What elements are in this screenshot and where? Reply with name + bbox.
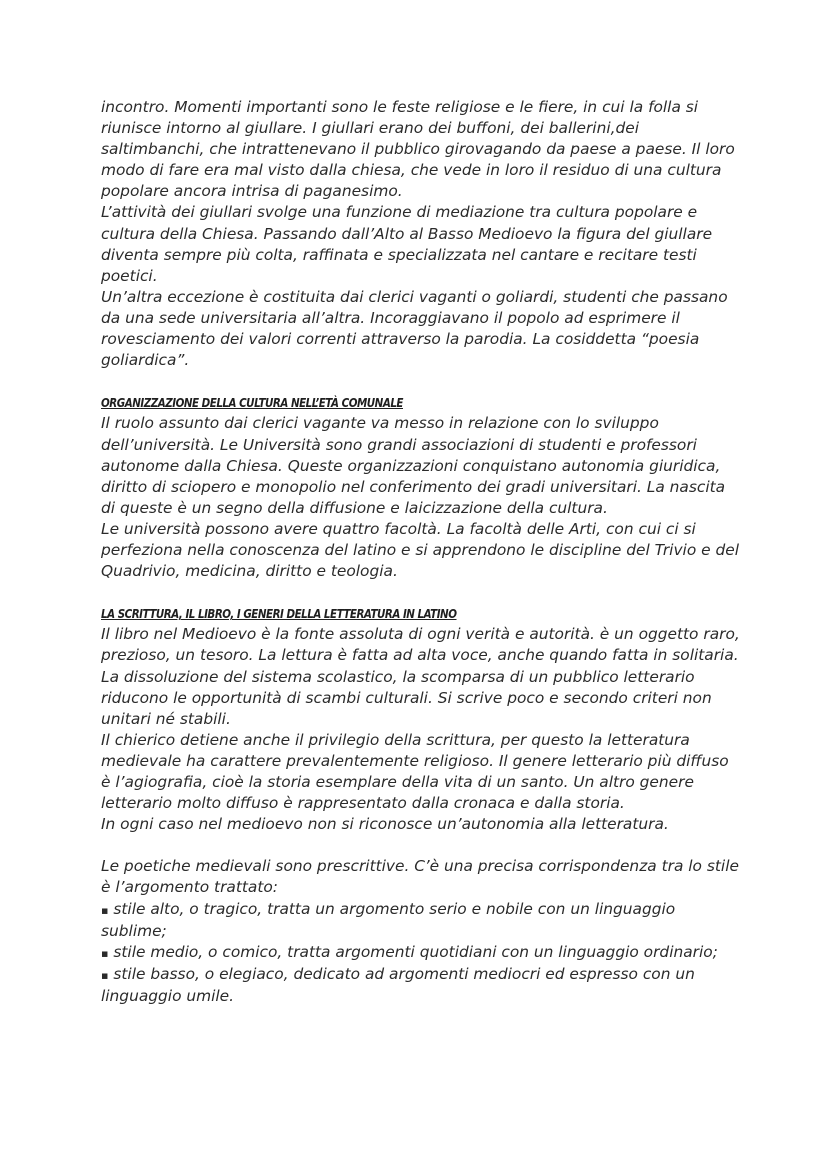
spacer (101, 835, 741, 856)
document-page (101, 97, 741, 1007)
style-list (101, 899, 741, 1007)
section-heading-scrittura: LA SCRITTURA, IL LIBRO, I GENERI DELLA LETTERATURA IN LATINO (101, 606, 457, 622)
bullet-icon: ▪ (101, 968, 109, 982)
bullet-icon: ▪ (101, 946, 109, 960)
intro-paragraph-1: incontro. Momenti importanti sono le feste religiose e le fiere, in cui la folla si riunisce intorno al giullare. I giullari erano dei buffoni, dei ballerini,dei saltimbanchi, che intrattenevano il pubblico girovagando da paese a paese. Il loro modo di fare era mal visto dalla chiesa, che vede in loro il residuo di una cultura popolare ancora intrisa di paganesimo. (101, 98, 735, 201)
intro-paragraph-3: Un’altra eccezione è costituita dai clerici vaganti o goliardi, studenti che passano da una sede universitaria all’altra. Incoraggiavano il popolo ad esprimere il rovesciamento dei valori correnti attraverso la parodia. La cosiddetta “poesia goliardica”. (101, 287, 728, 370)
section1-paragraph-2: Le università possono avere quattro facoltà. La facoltà delle Arti, con cui ci si perfeziona nella conoscenza del latino e si apprendono le discipline del Trivio e del Quadrivio, medicina, diritto e teologia. (101, 519, 740, 581)
section2-paragraph-4: Le poetiche medievali sono prescrittive. C’è una precisa corrispondenza tra lo stile è l’argomento trattato: (101, 857, 739, 897)
section2-paragraph-2: Il chierico detiene anche il privilegio della scrittura, per questo la letteratura medievale ha carattere prevalentemente religioso. Il genere letterario più diffuso è l’agiografia, cioè la storia esemplare della vita di un santo. Un altro genere letterario molto diffuso è rappresentato dalla cronaca e dalla storia. (101, 730, 729, 813)
list-item-text: stile alto, o tragico, tratta un argomento serio e nobile con un linguaggio sublime; (101, 899, 676, 940)
list-item (101, 899, 741, 942)
section2-paragraph-1: Il libro nel Medioevo è la fonte assoluta di ogni verità e autorità. è un oggetto raro, prezioso, un tesoro. La lettura è fatta ad alta voce, anche quando fatta in solitaria. La dissoluzione del sistema scolastico, la scomparsa di un pubblico letterario riducono le opportunità di scambi culturali. Si scrive poco e secondo criteri non unitari né stabili. (101, 625, 740, 728)
spacer (101, 371, 741, 392)
section-heading-organizzazione: ORGANIZZAZIONE DELLA CULTURA NELL’ETÀ COMUNALE (101, 395, 403, 411)
spacer (101, 582, 741, 603)
list-item (101, 942, 741, 964)
section2-paragraph-3: In ogni caso nel medioevo non si riconosce un’autonomia alla letteratura. (101, 815, 669, 834)
list-item (101, 964, 741, 1007)
list-item-text: stile medio, o comico, tratta argomenti quotidiani con un linguaggio ordinario; (113, 942, 718, 961)
section1-paragraph-1: Il ruolo assunto dai clerici vagante va messo in relazione con lo sviluppo dell’università. Le Università sono grandi associazioni di studenti e professori autonome dalla Chiesa. Queste organizzazioni conquistano autonomia giuridica, diritto di sciopero e monopolio nel conferimento dei gradi universitari. La nascita di queste è un segno della diffusione e laicizzazione della cultura. (101, 414, 726, 517)
intro-paragraph-2: L’attività dei giullari svolge una funzione di mediazione tra cultura popolare e cultura della Chiesa. Passando dall’Alto al Basso Medioevo la figura del giullare diventa sempre più colta, raffinata e specializzata nel cantare e recitare testi poetici. (101, 203, 713, 285)
bullet-icon: ▪ (101, 903, 109, 917)
list-item-text: stile basso, o elegiaco, dedicato ad argomenti mediocri ed espresso con un linguaggio umile. (101, 964, 695, 1005)
